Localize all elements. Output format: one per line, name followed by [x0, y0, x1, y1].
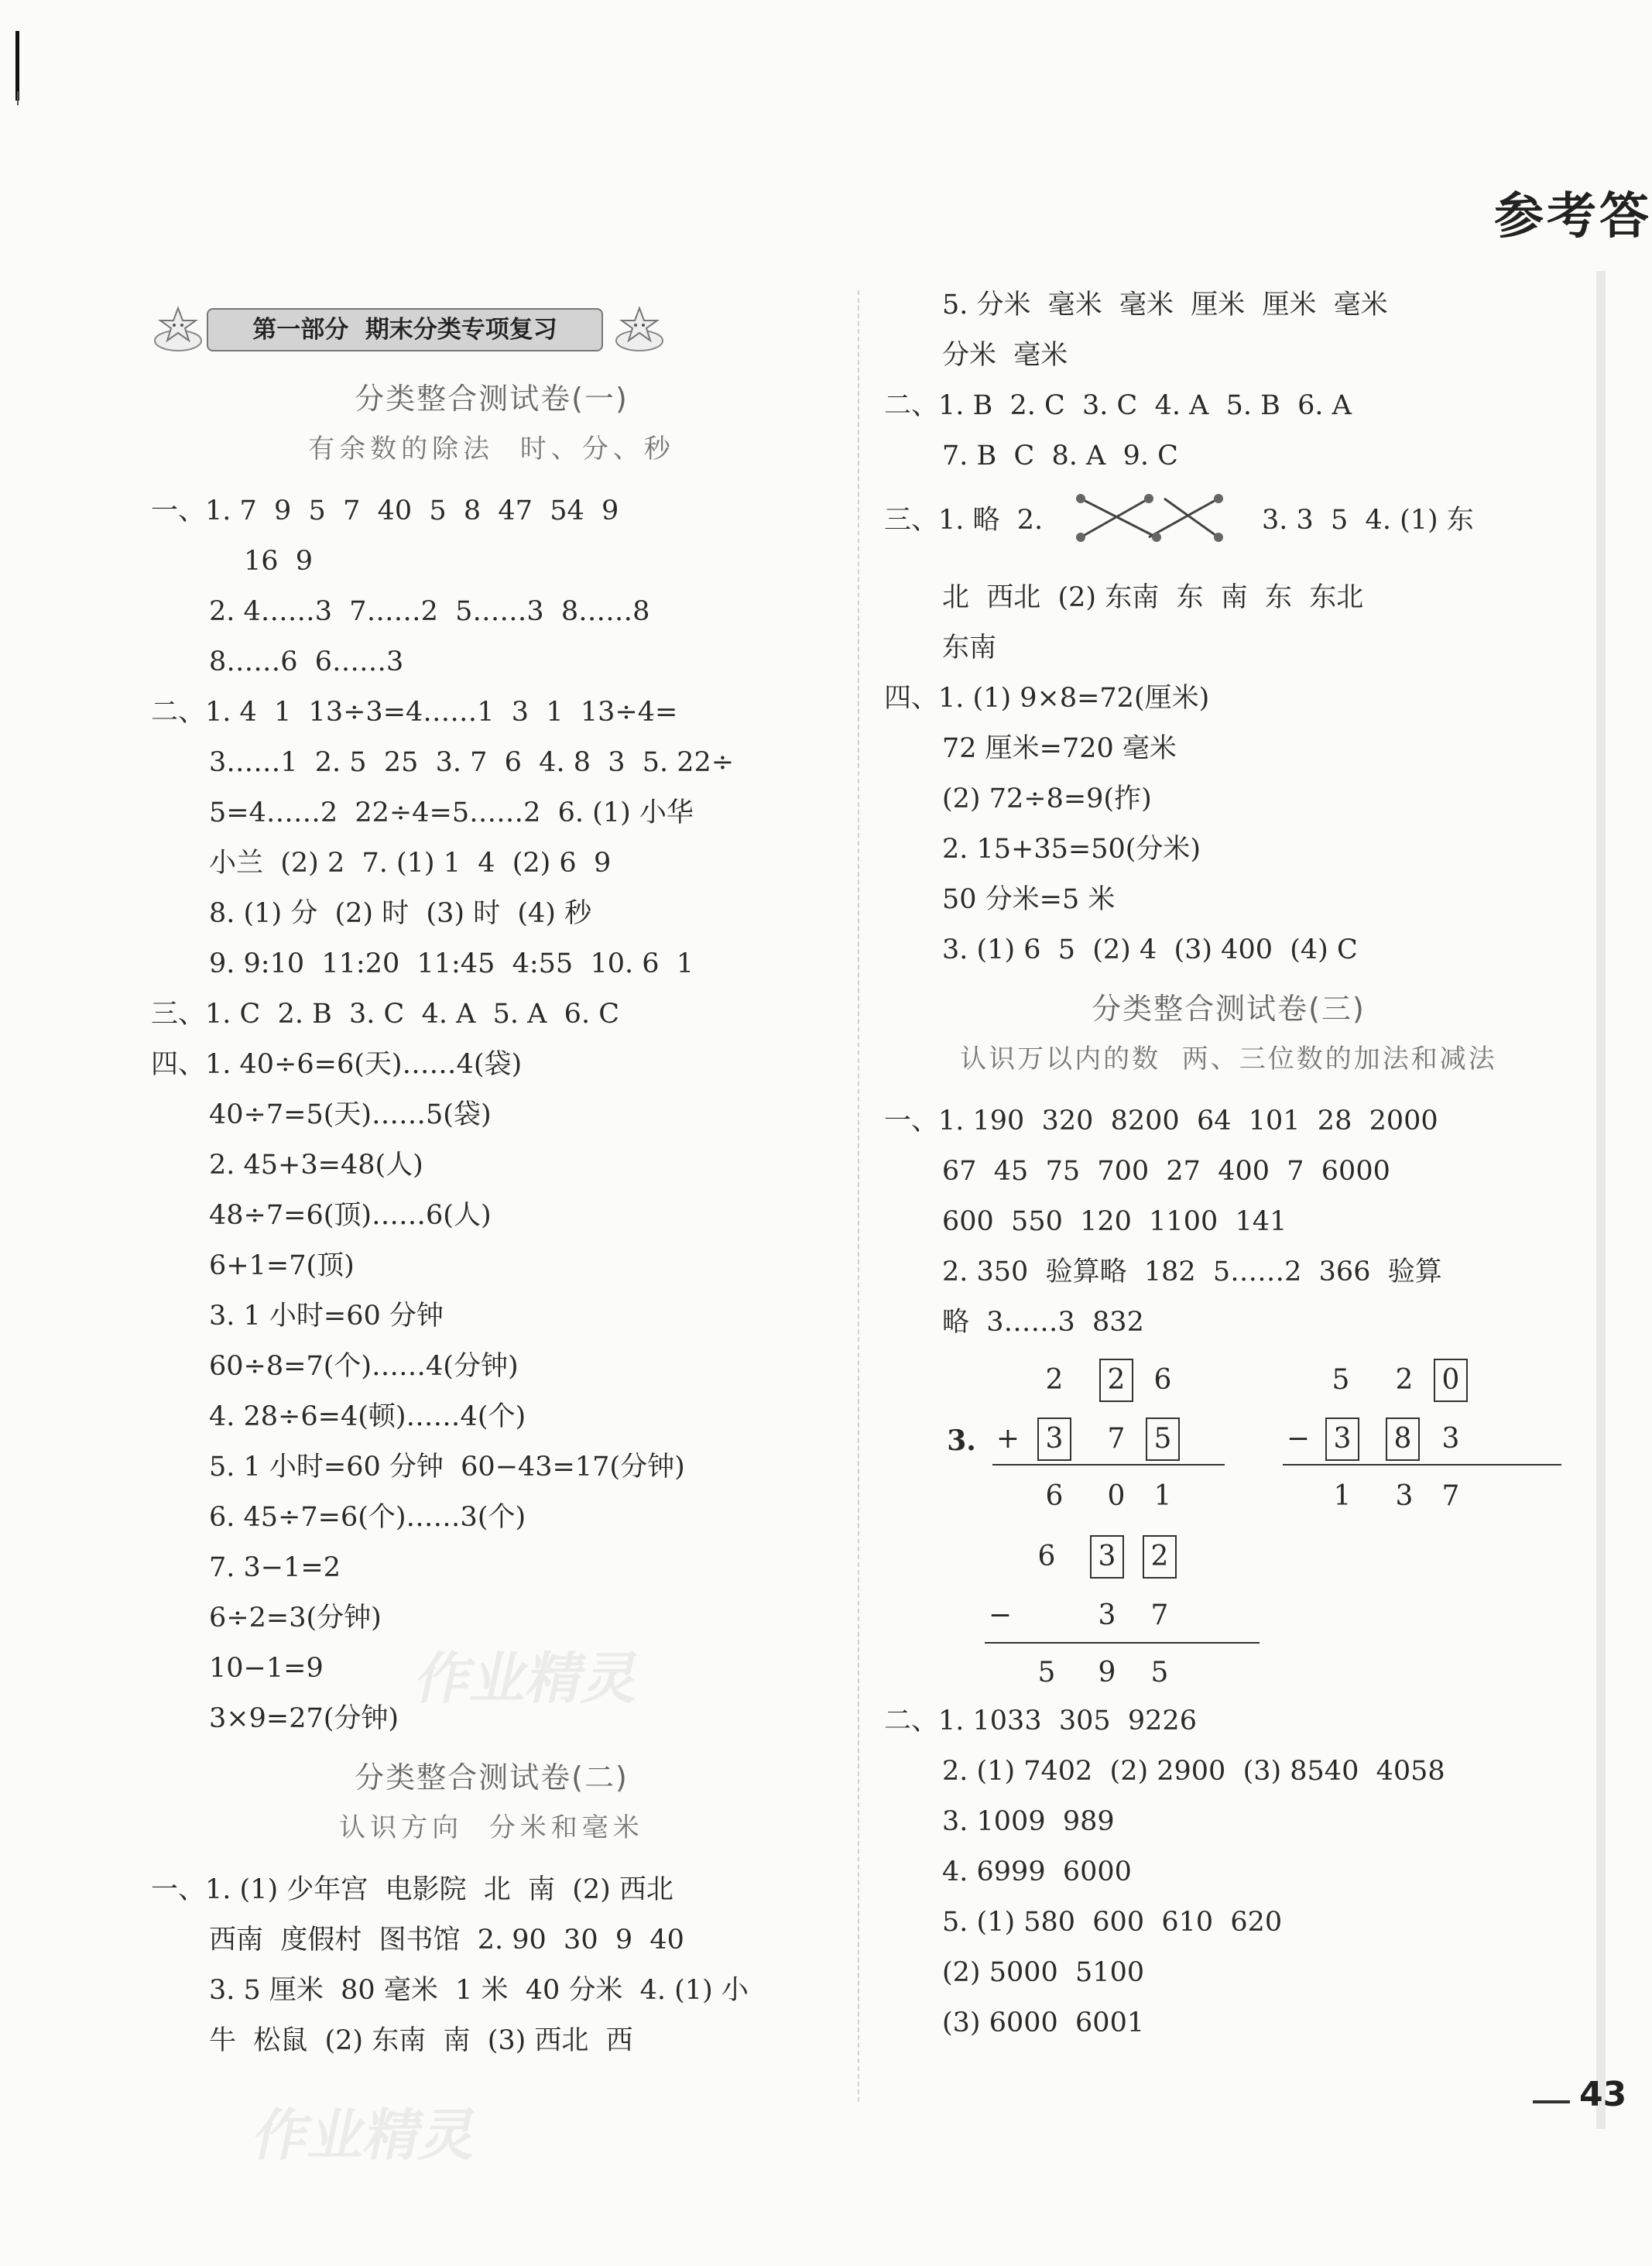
answer-text: 三、1. 略 2.	[884, 505, 1044, 536]
answer-line: 6. 45÷7=6(个)……3(个)	[209, 1502, 526, 1533]
answer-line: 3. 5 厘米 80 毫米 1 米 40 分米 4. (1) 小	[209, 1975, 749, 2006]
right-margin-bar	[1596, 271, 1606, 2129]
section-title-2: 分类整合测试卷(二)	[355, 1760, 629, 1795]
answer-box: 8	[1386, 1418, 1420, 1461]
answer-line: 一、1. 190 320 8200 64 101 28 2000	[884, 1106, 1438, 1136]
answer-line: 6÷2=3(分钟)	[209, 1603, 382, 1634]
page-title: 参考答	[1494, 188, 1652, 245]
star-cloud-icon	[151, 302, 205, 356]
answer-line: 2. 4……3 7……2 5……3 8……8	[209, 596, 650, 627]
answer-line: 67 45 75 700 27 400 7 6000	[942, 1156, 1390, 1187]
section-title-3: 分类整合测试卷(三)	[1092, 992, 1366, 1026]
digit: 6	[1037, 1541, 1056, 1572]
answer-line: 三、1. C 2. B 3. C 4. A 5. A 6. C	[151, 999, 619, 1030]
matching-lines-diagram	[1071, 486, 1234, 556]
answer-line: 7. 3−1=2	[209, 1552, 341, 1583]
part-banner-label: 第一部分 期末分类专项复习	[207, 308, 603, 351]
section-subtitle-1: 有余数的除法 时、分、秒	[308, 434, 675, 465]
sum-rule	[992, 1464, 1225, 1466]
answer-box: 3	[1037, 1418, 1071, 1461]
answer-line: 6+1=7(顶)	[209, 1250, 355, 1281]
answer-line: 2. (1) 7402 (2) 2900 (3) 8540 4058	[942, 1756, 1445, 1787]
answer-line: 分米 毫米	[942, 340, 1068, 371]
answer-box: 2	[1143, 1535, 1177, 1579]
answer-box: 3	[1090, 1535, 1124, 1579]
digit: 0	[1107, 1480, 1126, 1512]
answer-line: 5. (1) 580 600 610 620	[942, 1907, 1283, 1938]
digit: 1	[1333, 1480, 1352, 1512]
answer-box: 0	[1434, 1359, 1468, 1402]
answer-line: 北 西北 (2) 东南 东 南 东 东北	[942, 582, 1364, 613]
answer-line: 小兰 (2) 2 7. (1) 1 4 (2) 6 9	[209, 848, 612, 879]
answer-line: 2. 15+35=50(分米)	[942, 834, 1201, 865]
answer-line: 72 厘米=720 毫米	[942, 733, 1177, 764]
answer-box: 2	[1099, 1359, 1133, 1402]
digit: 9	[1098, 1657, 1116, 1688]
digit: 5	[1037, 1657, 1056, 1688]
watermark-2: 作业精灵	[247, 2103, 485, 2168]
watermark-1: 作业精灵	[410, 1646, 647, 1711]
answer-line: 60÷8=7(个)……4(分钟)	[209, 1351, 519, 1382]
digit: 3	[1441, 1423, 1460, 1455]
page-edge-mark	[15, 31, 19, 101]
answer-line: 9. 9:10 11:20 11:45 4:55 10. 6 1	[209, 948, 694, 979]
digit: 2	[1395, 1364, 1414, 1396]
digit: 3	[1395, 1480, 1414, 1512]
page-number-rule	[1533, 2100, 1570, 2103]
star-cloud-icon	[612, 302, 667, 356]
answer-line: 4. 6999 6000	[942, 1856, 1132, 1887]
digit: 5	[1332, 1364, 1350, 1396]
answer-line: 16 9	[244, 546, 314, 577]
answer-line: 4. 28÷6=4(顿)……4(个)	[209, 1401, 526, 1432]
column-divider	[858, 290, 859, 2102]
digit: 7	[1107, 1423, 1126, 1455]
digit: 6	[1153, 1364, 1172, 1396]
page-edge-mark-small	[17, 91, 19, 105]
answer-line: 7. B C 8. A 9. C	[942, 441, 1178, 471]
section-title-1: 分类整合测试卷(一)	[355, 382, 629, 416]
answer-line: 东南	[942, 632, 997, 663]
answer-line: 8……6 6……3	[209, 646, 404, 677]
difference-rule	[1283, 1464, 1561, 1466]
digit: 2	[1045, 1364, 1064, 1396]
answer-line: 2. 45+3=48(人)	[209, 1150, 423, 1181]
problem-label: 3.	[947, 1424, 976, 1457]
vertical-arithmetic	[884, 1348, 1573, 1696]
answer-line: 3. (1) 6 5 (2) 4 (3) 400 (4) C	[942, 934, 1358, 965]
answer-line: (2) 5000 5100	[942, 1957, 1145, 1988]
section-subtitle-3: 认识万以内的数 两、三位数的加法和减法	[960, 1044, 1497, 1075]
digit: 1	[1153, 1480, 1172, 1512]
answer-line: 3. 1 小时=60 分钟	[209, 1301, 444, 1332]
operator: −	[1286, 1423, 1311, 1455]
matching-answer-row	[884, 482, 1573, 573]
answer-line: (2) 72÷8=9(拃)	[942, 783, 1152, 814]
answer-line: 二、1. B 2. C 3. C 4. A 5. B 6. A	[884, 390, 1352, 421]
answer-line: 5. 1 小时=60 分钟 60−43=17(分钟)	[209, 1452, 685, 1483]
answer-box: 5	[1146, 1418, 1180, 1461]
answer-line: 5. 分米 毫米 毫米 厘米 厘米 毫米	[942, 290, 1388, 321]
left-column	[151, 302, 832, 2066]
answer-line: 略 3……3 832	[942, 1307, 1144, 1338]
answer-line: 2. 350 验算略 182 5……2 366 验算	[942, 1256, 1442, 1287]
answer-line: 48÷7=6(顶)……6(人)	[209, 1200, 492, 1231]
digit: 7	[1150, 1599, 1169, 1631]
answer-line: (3) 6000 6001	[942, 2007, 1145, 2038]
answer-line: 一、1. 7 9 5 7 40 5 8 47 54 9	[151, 495, 619, 526]
digit: 5	[1150, 1657, 1169, 1688]
answer-line: 50 分米=5 米	[942, 884, 1116, 915]
section-subtitle-2: 认识方向 分米和毫米	[339, 1812, 644, 1843]
operator: −	[988, 1599, 1013, 1631]
answer-line: 8. (1) 分 (2) 时 (3) 时 (4) 秒	[209, 898, 592, 929]
answer-line: 3……1 2. 5 25 3. 7 6 4. 8 3 5. 22÷	[209, 747, 735, 778]
answer-line: 一、1. (1) 少年宫 电影院 北 南 (2) 西北	[151, 1874, 673, 1905]
answer-line: 西南 度假村 图书馆 2. 90 30 9 40	[209, 1925, 684, 1956]
operator: +	[996, 1423, 1020, 1455]
answer-line: 5=4……2 22÷4=5……2 6. (1) 小华	[209, 797, 694, 828]
answer-line: 四、1. (1) 9×8=72(厘米)	[884, 683, 1210, 714]
answer-line: 3. 1009 989	[942, 1806, 1115, 1837]
section-banner	[151, 302, 832, 364]
digit: 3	[1098, 1599, 1116, 1631]
answer-line: 3×9=27(分钟)	[209, 1703, 399, 1734]
answer-line: 二、1. 4 1 13÷3=4……1 3 1 13÷4=	[151, 697, 678, 728]
answer-line: 四、1. 40÷6=6(天)……4(袋)	[151, 1049, 523, 1080]
answer-line: 牛 松鼠 (2) 东南 南 (3) 西北 西	[209, 2025, 633, 2056]
page-number: 43	[1579, 2075, 1627, 2114]
answer-line: 40÷7=5(天)……5(袋)	[209, 1099, 492, 1130]
digit: 6	[1045, 1480, 1064, 1512]
digit: 7	[1441, 1480, 1460, 1512]
answer-text: 3. 3 5 4. (1) 东	[1262, 505, 1474, 536]
answer-line: 10−1=9	[209, 1653, 324, 1684]
difference-rule	[985, 1642, 1260, 1644]
right-column	[884, 280, 1573, 2048]
answer-line: 二、1. 1033 305 9226	[884, 1705, 1197, 1736]
answer-line: 600 550 120 1100 141	[942, 1206, 1287, 1237]
answer-box: 3	[1325, 1418, 1359, 1461]
